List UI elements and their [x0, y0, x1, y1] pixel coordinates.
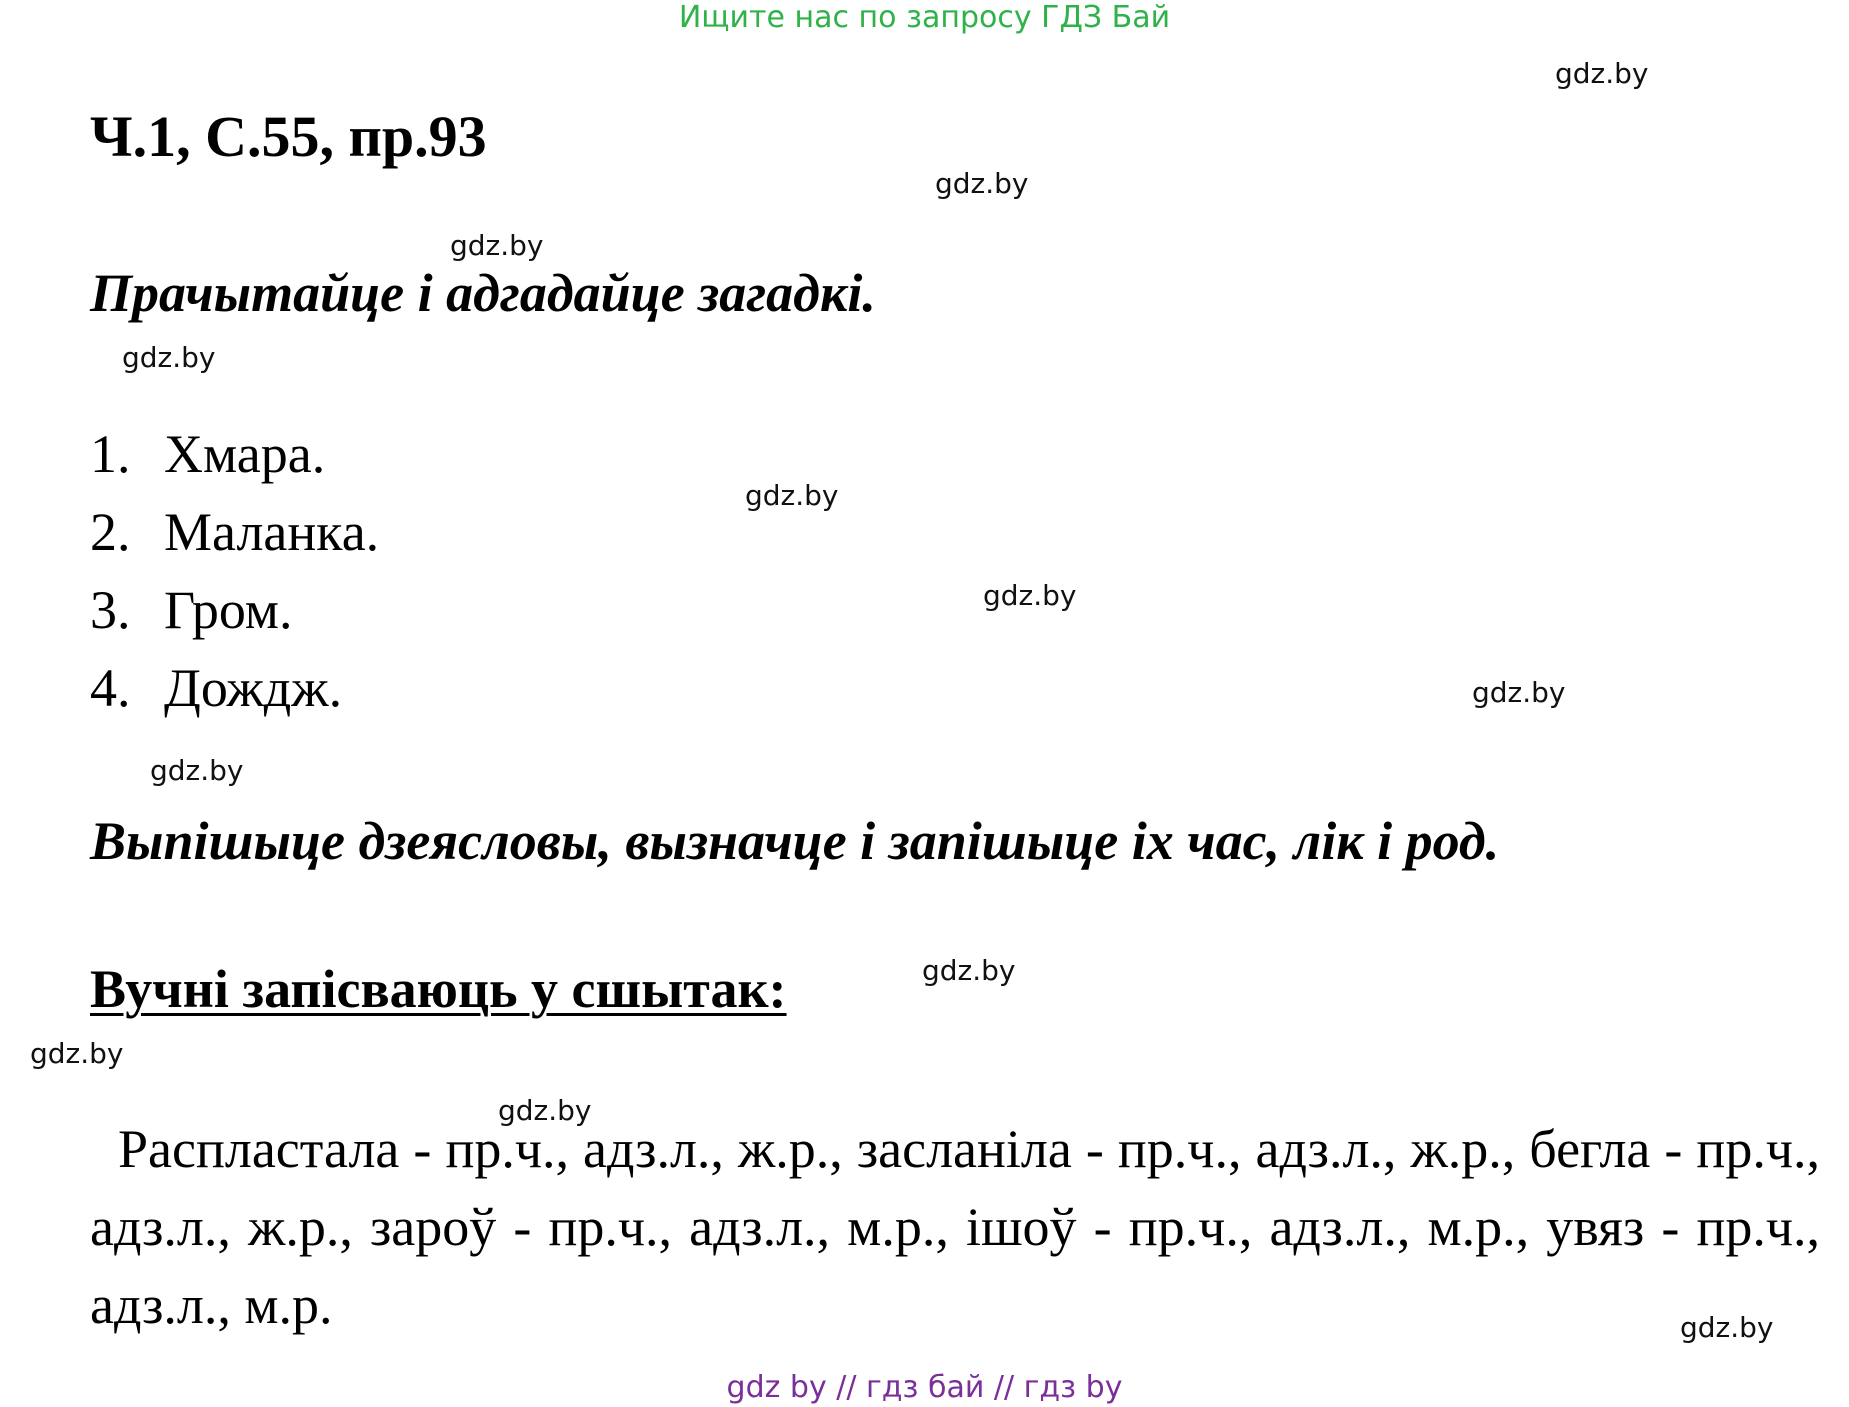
- watermark: gdz.by: [1555, 57, 1649, 90]
- answer-paragraph: Распластала - пр.ч., адз.л., ж.р., засланіла - пр.ч., адз.л., ж.р., бегла - пр.ч., адз.л., ж.р., зароў - пр.ч., адз.л., м.р., ішоў - пр.ч., адз.л., м.р., увяз - пр.ч., адз.л., м.р.: [90, 1119, 1820, 1335]
- watermark: gdz.by: [1472, 676, 1566, 709]
- list-item: [90, 571, 379, 649]
- list-item: [90, 649, 379, 727]
- list-item: [90, 415, 379, 493]
- watermark: gdz.by: [1680, 1311, 1774, 1344]
- item-text: Гром.: [164, 580, 293, 640]
- section-heading: Вучні запісваюць у сшытак:: [90, 959, 787, 1019]
- top-banner: Ищите нас по запросу ГДЗ Бай: [678, 0, 1171, 35]
- watermark: gdz.by: [922, 954, 1016, 987]
- list-item: [90, 493, 379, 571]
- watermark: gdz.by: [150, 754, 244, 787]
- watermark: gdz.by: [745, 479, 839, 512]
- watermark: gdz.by: [935, 167, 1029, 200]
- page-title: Ч.1, С.55, пр.93: [90, 104, 487, 169]
- item-text: Дождж.: [164, 658, 343, 718]
- watermark: gdz.by: [30, 1037, 124, 1070]
- task-instruction-2: Выпішыце дзеясловы, вызначце і запішыце іх час, лік і род.: [90, 811, 1500, 871]
- item-number: 3.: [90, 580, 131, 640]
- item-text: Хмара.: [164, 424, 326, 484]
- item-number: 2.: [90, 502, 131, 562]
- item-number: 1.: [90, 424, 131, 484]
- answer-list: [90, 415, 379, 727]
- watermark: gdz.by: [983, 579, 1077, 612]
- footer-links: gdz by // гдз бай // гдз by: [726, 1370, 1123, 1405]
- watermark: gdz.by: [122, 341, 216, 374]
- watermark: gdz.by: [450, 229, 544, 262]
- item-text: Маланка.: [164, 502, 380, 562]
- item-number: 4.: [90, 658, 131, 718]
- watermark: gdz.by: [498, 1094, 592, 1127]
- task-instruction-1: Прачытайце і адгадайце загадкі.: [90, 263, 876, 323]
